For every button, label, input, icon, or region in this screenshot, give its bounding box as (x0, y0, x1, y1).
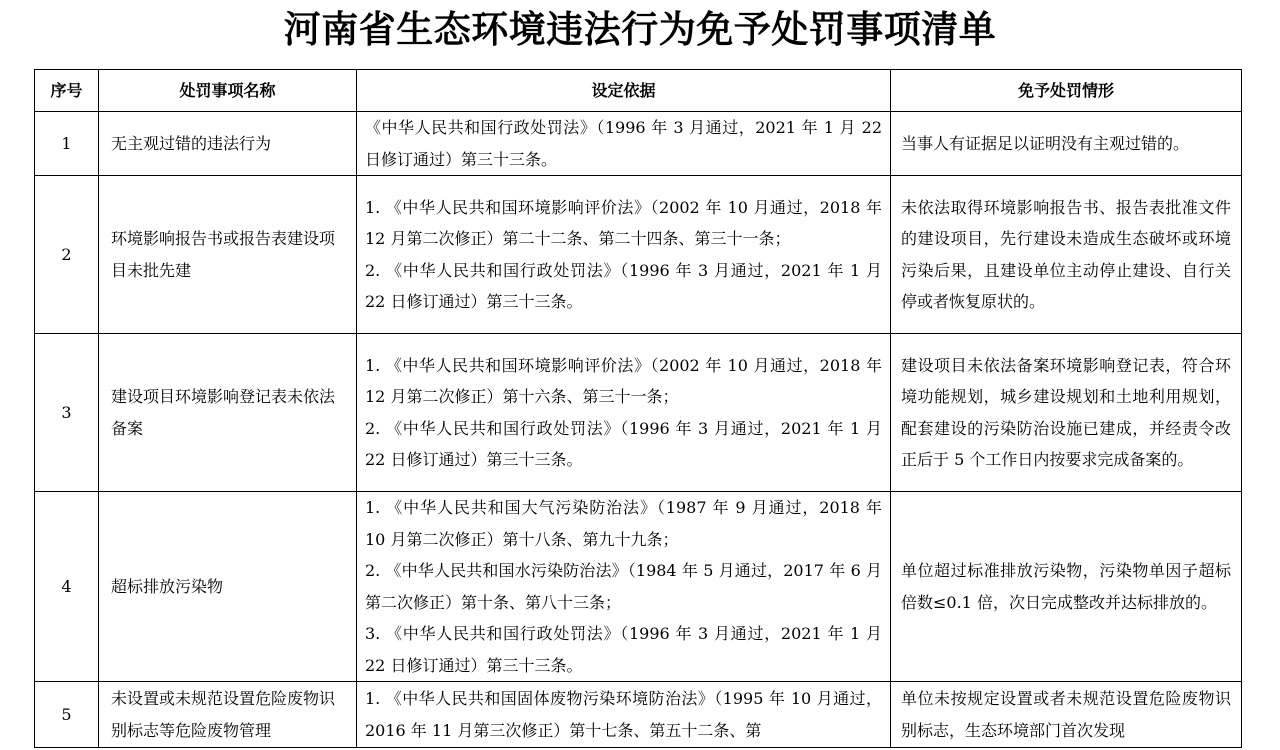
page-title: 河南省生态环境违法行为免予处罚事项清单 (283, 8, 997, 51)
row-basis (357, 492, 891, 682)
table-header-row (35, 70, 1242, 112)
basis-item: 2. 《中华人民共和国行政处罚法》（1996 年 3 月通过，2021 年 1 月 22 日修订通过）第三十三条。 (365, 418, 882, 469)
row-name: 环境影响报告书或报告表建设项目未批先建 (99, 176, 357, 334)
row-number: 2 (35, 176, 99, 334)
row-name: 建设项目环境影响登记表未依法备案 (99, 334, 357, 492)
row-exemption: 建设项目未依法备案环境影响登记表，符合环境功能规划，城乡建设规划和土地利用规划，配套建设的污染防治设施已建成，并经责令改正后于 5 个工作日内按要求完成备案的。 (891, 334, 1242, 492)
header-no: 序号 (35, 70, 99, 112)
row-number: 3 (35, 334, 99, 492)
row-name: 未设置或未规范设置危险废物识别标志等危险废物管理 (99, 682, 357, 748)
table-row (35, 682, 1242, 748)
basis-item: 2. 《中华人民共和国水污染防治法》（1984 年 5 月通过，2017 年 6 月第二次修正）第十条、第八十三条； (365, 561, 882, 612)
row-number: 5 (35, 682, 99, 748)
row-basis (357, 682, 891, 748)
header-exemption: 免予处罚情形 (891, 70, 1242, 112)
basis-item: 《中华人民共和国行政处罚法》（1996 年 3 月通过，2021 年 1 月 22 日修订通过）第三十三条。 (365, 118, 882, 169)
basis-item: 1. 《中华人民共和国环境影响评价法》（2002 年 10 月通过，2018 年 12 月第二次修正）第二十二条、第二十四条、第三十一条； (365, 197, 882, 248)
row-number: 4 (35, 492, 99, 682)
row-basis (357, 334, 891, 492)
basis-item: 1. 《中华人民共和国环境影响评价法》（2002 年 10 月通过，2018 年 12 月第二次修正）第十六条、第三十一条； (365, 355, 882, 406)
row-exemption: 单位未按规定设置或者未规范设置危险废物识别标志，生态环境部门首次发现 (891, 682, 1242, 748)
table-row (35, 112, 1242, 176)
header-name: 处罚事项名称 (99, 70, 357, 112)
table-row (35, 176, 1242, 334)
basis-item: 1. 《中华人民共和国大气污染防治法》（1987 年 9 月通过，2018 年 10 月第二次修正）第十八条、第九十九条； (365, 498, 882, 549)
row-basis (357, 112, 891, 176)
row-exemption: 单位超过标准排放污染物，污染物单因子超标倍数≤0.1 倍，次日完成整改并达标排放的。 (891, 492, 1242, 682)
penalty-exemption-table (34, 69, 1242, 748)
table-row (35, 492, 1242, 682)
row-exemption: 当事人有证据足以证明没有主观过错的。 (891, 112, 1242, 176)
basis-item: 3. 《中华人民共和国行政处罚法》（1996 年 3 月通过，2021 年 1 月 22 日修订通过）第三十三条。 (365, 624, 882, 675)
row-exemption: 未依法取得环境影响报告书、报告表批准文件的建设项目，先行建设未造成生态破坏或环境污染后果，且建设单位主动停止建设、自行关停或者恢复原状的。 (891, 176, 1242, 334)
row-name: 无主观过错的违法行为 (99, 112, 357, 176)
basis-item: 1. 《中华人民共和国固体废物污染环境防治法》（1995 年 10 月通过，2016 年 11 月第三次修正）第十七条、第五十二条、第 (365, 689, 882, 740)
basis-item: 2. 《中华人民共和国行政处罚法》（1996 年 3 月通过，2021 年 1 月 22 日修订通过）第三十三条。 (365, 260, 882, 311)
table-row (35, 334, 1242, 492)
row-number: 1 (35, 112, 99, 176)
header-basis: 设定依据 (357, 70, 891, 112)
row-name: 超标排放污染物 (99, 492, 357, 682)
row-basis (357, 176, 891, 334)
